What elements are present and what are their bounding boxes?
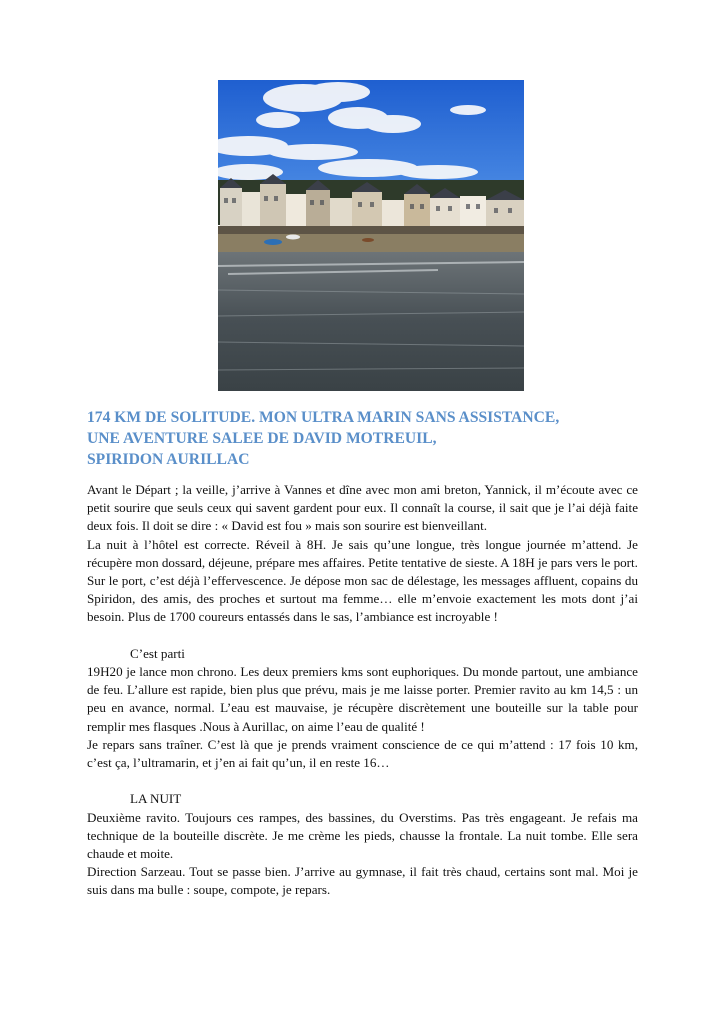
- paragraph: Direction Sarzeau. Tout se passe bien. J’arrive au gymnase, il fait très chaud, certains sont mal. Moi je suis dans ma bulle : soupe, compote, je repars.: [87, 864, 638, 898]
- paragraph: 19H20 je lance mon chrono. Les deux premiers kms sont euphoriques. Du monde partout, une ambiance de feu. L’allure est rapide, bien plus que prévu, mais je me laisse porter. Premier ravito au km 14,5 : un peu en avance, normal. L’eau est mauvaise, je récupère discrètement une bouteille sur la table pour remplir mes flasques .Nous à Aurillac, on aime l’eau de qualité !: [87, 664, 638, 734]
- section-heading: LA NUIT: [130, 791, 182, 807]
- paragraph: La nuit à l’hôtel est correcte. Réveil à 8H. Je sais qu’une longue, très longue journée m’attend. Je récupère mon dossard, déjeune, prépare mes affaires. Petite tentative de sieste. A 18H je pars vers le port.: [87, 536, 638, 570]
- paragraph: Deuxième ravito. Toujours ces rampes, des bassines, du Overstims. Pas très engageant. Je refais ma technique de la bouteille discrète. Je me crème les pieds, chausse la frontale. La nuit tombe. Elle sera chaude et moite.: [87, 809, 638, 862]
- title-line: SPIRIDON AURILLAC: [87, 451, 250, 468]
- title-line: 174 KM DE SOLITUDE. MON ULTRA MARIN SANS ASSISTANCE,: [87, 409, 560, 426]
- title-line: UNE AVENTURE SALEE DE DAVID MOTREUIL,: [87, 430, 437, 447]
- paragraph: Je repars sans traîner. C’est là que je prends vraiment conscience de ce qui m’attend : 17 fois 10 km, c’est ça, l’ultramarin, et j’en ai fait qu’un, il en reste 16…: [87, 736, 638, 771]
- paragraph: Sur le port, c’est déjà l’effervescence. Je dépose mon sac de délestage, les messages affluent, copains du Spiridon, des amis, des proches et surtout ma femme… elle m’envoie exactement les mots dont j’ai besoin. Plus de 1700 coureurs entassés dans le sas, l’ambiance est incroyable !: [87, 573, 638, 625]
- harbour-photo-drawing: [218, 80, 524, 391]
- article-body: [87, 481, 638, 900]
- paragraph: Avant le Départ ; la veille, j’arrive à Vannes et dîne avec mon ami breton, Yannick, il m’écoute avec ce petit sourire que seuls ceux qui savent gardent pour eux. Il connaît la course, il sait que je l’ai déjà faite deux fois. Il doit se dire : « David est fou » mais son sourire est bienveillant.: [87, 482, 638, 534]
- section-heading: C’est parti: [130, 645, 185, 661]
- article-title: [87, 407, 647, 470]
- blank-line: [87, 772, 638, 790]
- blank-line: [87, 627, 638, 645]
- harbour-photo: [218, 80, 524, 391]
